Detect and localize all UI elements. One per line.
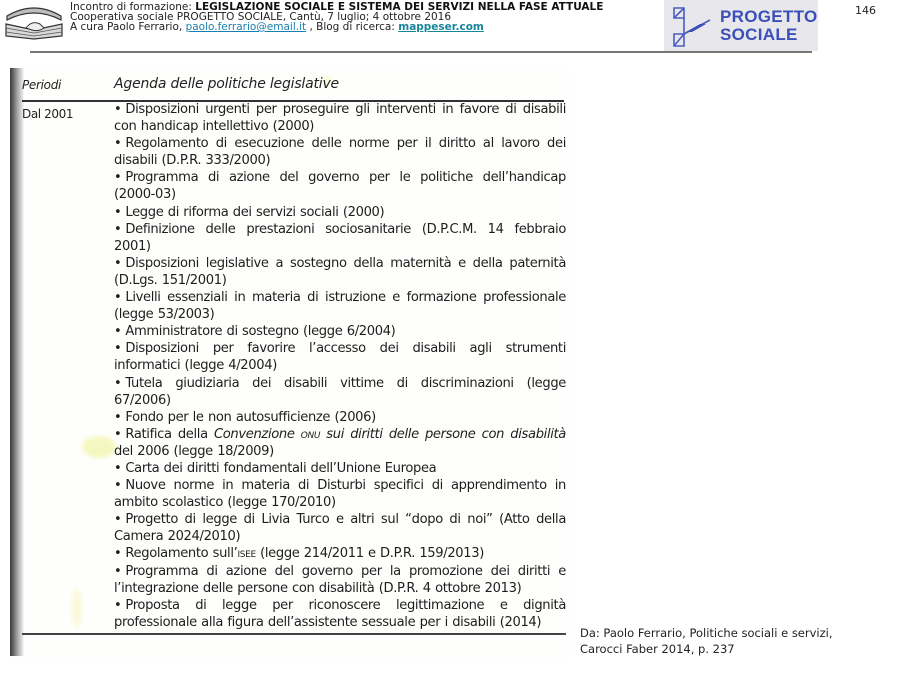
scanned-book-page — [10, 68, 570, 658]
list-item: • Tutela giudiziaria dei disabili vittime di discriminazioni (legge 67/2006) — [114, 375, 566, 408]
bullet-icon: • — [114, 255, 122, 271]
brand-line2: SOCIALE — [720, 25, 798, 44]
paper-stain — [72, 588, 82, 628]
handshake-book-logo-icon — [4, 2, 64, 40]
list-item: • Legge di riforma dei servizi sociali (2000) — [114, 204, 385, 220]
event-title: LEGISLAZIONE SOCIALE E SISTEMA DEI SERVIZI NELLA FASE ATTUALE — [195, 1, 604, 13]
page-number: 146 — [855, 4, 876, 17]
list-item: • Livelli essenziali in materia di istruzione e formazione professionale (legge 53/2003) — [114, 290, 566, 323]
event-subtitle: Cooperativa sociale PROGETTO SOCIALE, Cantù, 7 luglio; 4 ottobre 2016 — [70, 11, 452, 23]
list-item: • Disposizioni per favorire l’accesso dei disabili agli strumenti informatici (legge 4/2004) — [114, 341, 566, 374]
source-citation — [580, 625, 833, 657]
bullet-icon: • — [114, 409, 122, 425]
book-spine-shadow — [10, 68, 24, 656]
bullet-icon: • — [114, 290, 122, 306]
bullet-icon: • — [114, 426, 122, 442]
list-item: • Programma di azione del governo per le politiche dell’handicap (2000-03) — [114, 170, 566, 203]
bullet-icon: • — [114, 221, 122, 237]
bullet-icon: • — [114, 460, 122, 476]
bullet-icon: • — [114, 597, 122, 613]
bullet-icon: • — [114, 341, 122, 357]
curator-line — [70, 22, 630, 32]
email-link[interactable]: paolo.ferrario@email.it — [185, 21, 307, 33]
geometric-arrow-mark-icon — [670, 4, 718, 48]
list-item: • Disposizioni legislative a sostegno della maternità e della paternità (D.Lgs. 151/2001) — [114, 255, 566, 288]
column-header-periods: Periodi — [22, 78, 62, 92]
blog-prefix: , Blog di ricerca: — [306, 21, 399, 33]
list-item: • Proposta di legge per riconoscere legittimazione e dignità professionale alla figura dell’assistente sessuale per i disabili (2014) — [114, 597, 566, 630]
bullet-icon: • — [114, 546, 122, 562]
bullet-icon: • — [114, 170, 122, 186]
table-bottom-rule — [22, 633, 566, 635]
list-item: • Fondo per le non autosufficienze (2006) — [114, 409, 376, 425]
event-intro-label: Incontro di formazione: — [70, 1, 196, 13]
blog-link[interactable]: mappeser.com — [398, 21, 484, 33]
bullet-icon: • — [114, 136, 122, 152]
header-divider — [30, 51, 812, 53]
paper-stain — [82, 436, 116, 458]
source-line-1: Da: Paolo Ferrario, Politiche sociali e servizi, — [580, 626, 833, 640]
bullet-icon: • — [114, 512, 122, 528]
header-text — [70, 2, 630, 32]
list-item: • Regolamento sull’isee (legge 214/2011 e D.P.R. 159/2013) — [114, 546, 485, 562]
bullet-icon: • — [114, 102, 122, 117]
list-item: • Disposizioni urgenti per proseguire gli interventi in favore di disabili con handicap intellettivo (2000) — [114, 102, 566, 135]
list-item: • Regolamento di esecuzione delle norme per il diritto al lavoro dei disabili (D.P.R. 333/2000) — [114, 136, 566, 169]
list-item: • Amministratore di sostegno (legge 6/2004) — [114, 324, 396, 340]
source-line-2: Carocci Faber 2014, p. 237 — [580, 642, 735, 656]
bullet-icon: • — [114, 324, 122, 340]
list-item: • Progetto di legge di Livia Turco e altri sul “dopo di noi” (Atto della Camera 2024/2010) — [114, 512, 566, 545]
list-item: • Nuove norme in materia di Disturbi specifici di apprendimento in ambito scolastico (legge 170/2010) — [114, 478, 566, 511]
bullet-icon: • — [114, 204, 122, 220]
period-cell: Dal 2001 — [22, 107, 74, 121]
curator-prefix: A cura Paolo Ferrario, — [70, 21, 186, 33]
brand-line1: PROGETTO — [720, 7, 818, 26]
progetto-sociale-logo — [664, 0, 818, 51]
bullet-icon: • — [114, 563, 122, 579]
bullet-icon: • — [114, 478, 122, 494]
column-header-agenda: Agenda delle politiche legislative — [114, 76, 339, 92]
legislation-list — [114, 101, 566, 631]
list-item: • Definizione delle prestazioni sociosanitarie (D.P.C.M. 14 febbraio 2001) — [114, 221, 566, 254]
list-item: • Programma di azione del governo per la promozione dei diritti e l’integrazione delle persone con disabilità (D.P.R. 4 ottobre 2013) — [114, 563, 566, 596]
brand-name — [720, 8, 818, 44]
list-item: • Ratifica della Convenzione onu sui diritti delle persone con disabilità del 2006 (legge 18/2009) — [114, 426, 566, 459]
bullet-icon: • — [114, 375, 122, 391]
list-item: • Carta dei diritti fondamentali dell’Unione Europea — [114, 460, 437, 476]
